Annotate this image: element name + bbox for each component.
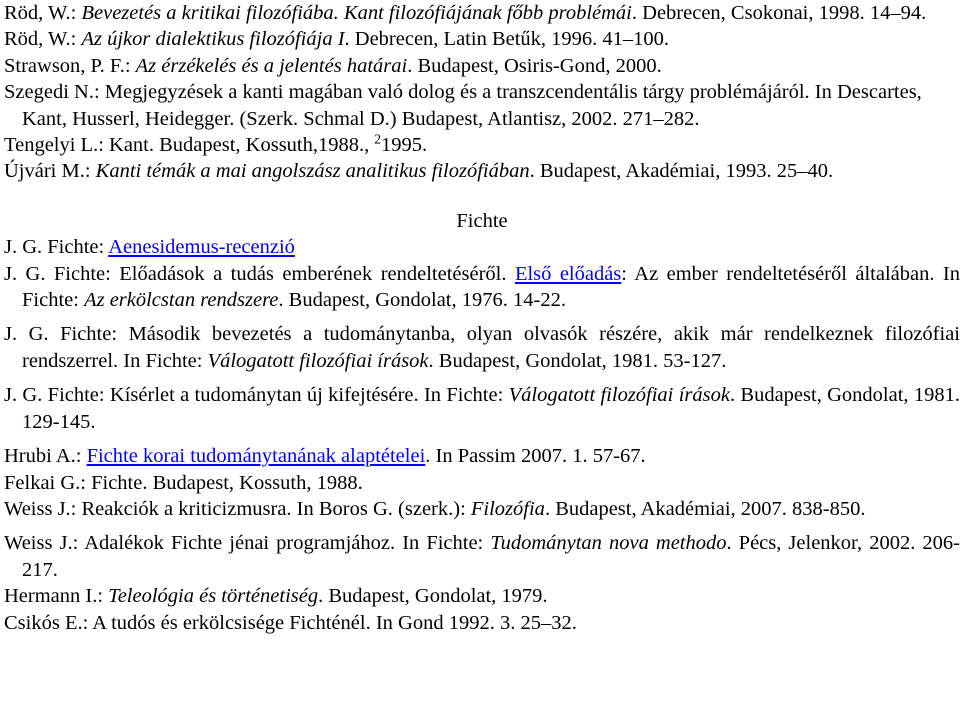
- ref-text: Csikós E.: A tudós és erkölcsisége Fichténél. In Gond 1992. 3. 25–32.: [4, 611, 577, 634]
- ref-author: J. G. Fichte: Kísérlet a tudománytan új kifejtésére. In Fichte:: [4, 384, 509, 407]
- ref-publication: . Debrecen, Csokonai, 1998. 14–94.: [631, 2, 927, 24]
- ref-title: Az erkölcstan rendszere: [84, 289, 279, 312]
- reference-csikos: [4, 610, 960, 636]
- hrubi-article-link[interactable]: Fichte korai tudománytanának alaptételei: [86, 445, 426, 468]
- ref-title: Az újkor dialektikus filozófiája I: [81, 28, 345, 51]
- reference-tengelyi: [4, 132, 960, 158]
- section-heading-fichte: Fichte: [456, 209, 508, 232]
- ref-publication: . In Passim 2007. 1. 57-67.: [425, 445, 646, 468]
- ref-text: Szegedi N.: Megjegyzések a kanti magában való dolog és a transzcendentális tárgy problémájáról. In Descartes, Kant, Husserl, Heidegger. (Szerk. Schmal D.) Budapest, Atlantisz, 2002. 271–282.: [4, 81, 922, 130]
- reference-hrubi: [4, 435, 960, 469]
- reference-felkai: [4, 470, 960, 496]
- ref-publication: . Budapest, Akadémiai, 2007. 838-850.: [544, 497, 866, 520]
- aenesidemus-link[interactable]: Aenesidemus-recenzió: [108, 236, 295, 259]
- ref-author: Hermann I.:: [4, 585, 109, 608]
- ref-publication: . Budapest, Gondolat, 1981. 129-145.: [22, 384, 960, 433]
- ref-publication: 1995.: [381, 134, 428, 157]
- ref-text: Tengelyi L.: Kant. Budapest, Kossuth,1988.,: [4, 134, 375, 157]
- ref-title: Válogatott filozófiai írások: [508, 384, 730, 407]
- reference-weiss-adalekok: [4, 522, 960, 583]
- reference-weiss-reakciok: [4, 496, 960, 522]
- reference-rod-bevezetes: [4, 0, 960, 26]
- reference-fichte-kiserlet: [4, 374, 960, 435]
- ref-author: Hrubi A.:: [4, 445, 87, 468]
- reference-fichte-masodik-bevezetes: [4, 313, 960, 374]
- reference-fichte-aenesidemus: [4, 234, 960, 260]
- ref-author: Röd, W.:: [4, 2, 82, 24]
- ref-author: Weiss J.: Reakciók a kriticizmusra. In Boros G. (szerk.):: [4, 497, 471, 520]
- ref-publication: . Budapest, Gondolat, 1981. 53-127.: [428, 349, 727, 372]
- elso-eloadas-link[interactable]: Első előadás: [514, 262, 622, 285]
- ref-title: Filozófia: [470, 497, 545, 520]
- edition-superscript: 2: [374, 131, 382, 147]
- ref-title: Válogatott filozófiai írások: [207, 349, 429, 372]
- ref-title: Bevezetés a kritikai filozófiába. Kant filozófiájának főbb problémái: [81, 2, 632, 24]
- ref-author: Strawson, P. F.:: [4, 54, 136, 77]
- ref-author: J. G. Fichte:: [4, 236, 109, 259]
- ref-author: Weiss J.: Adalékok Fichte jénai programjához. In Fichte:: [4, 532, 491, 555]
- ref-author: J. G. Fichte: Második bevezetés a tudománytanba, olyan olvasók részére, akik már rendelkeznek filozófiai rendszerrel. In Fichte:: [4, 323, 960, 372]
- ref-text: : Az ember rendeltetéséről általában. In Fichte:: [22, 262, 960, 312]
- reference-strawson: [4, 53, 960, 79]
- ref-author: Röd, W.:: [4, 28, 82, 51]
- reference-fichte-eloadasok: [4, 261, 960, 314]
- ref-author: J. G. Fichte: Előadások a tudás emberének rendeltetéséről.: [4, 262, 515, 285]
- ref-publication: . Debrecen, Latin Betűk, 1996. 41–100.: [344, 28, 670, 51]
- ref-publication: . Budapest, Osiris-Gond, 2000.: [407, 54, 662, 77]
- ref-publication: . Budapest, Akadémiai, 1993. 25–40.: [529, 160, 834, 183]
- ref-title: Teleológia és történetiség: [108, 585, 319, 608]
- reference-ujvari: [4, 158, 960, 184]
- ref-author: Újvári M.:: [4, 160, 96, 183]
- ref-publication: . Budapest, Gondolat, 1979.: [318, 585, 548, 608]
- reference-szegedi: [4, 79, 960, 132]
- ref-title: Az érzékelés és a jelentés határai: [135, 54, 408, 77]
- reference-hermann: [4, 583, 960, 609]
- ref-publication: . Budapest, Gondolat, 1976. 14-22.: [278, 289, 566, 312]
- ref-text: Felkai G.: Fichte. Budapest, Kossuth, 1988.: [4, 471, 363, 494]
- ref-title: Kanti témák a mai angolszász analitikus filozófiában: [95, 160, 530, 183]
- reference-rod-ujkor: [4, 26, 960, 52]
- ref-publication: . Pécs, Jelenkor, 2002. 206-217.: [22, 532, 960, 581]
- ref-title: Tudománytan nova methodo: [490, 532, 727, 555]
